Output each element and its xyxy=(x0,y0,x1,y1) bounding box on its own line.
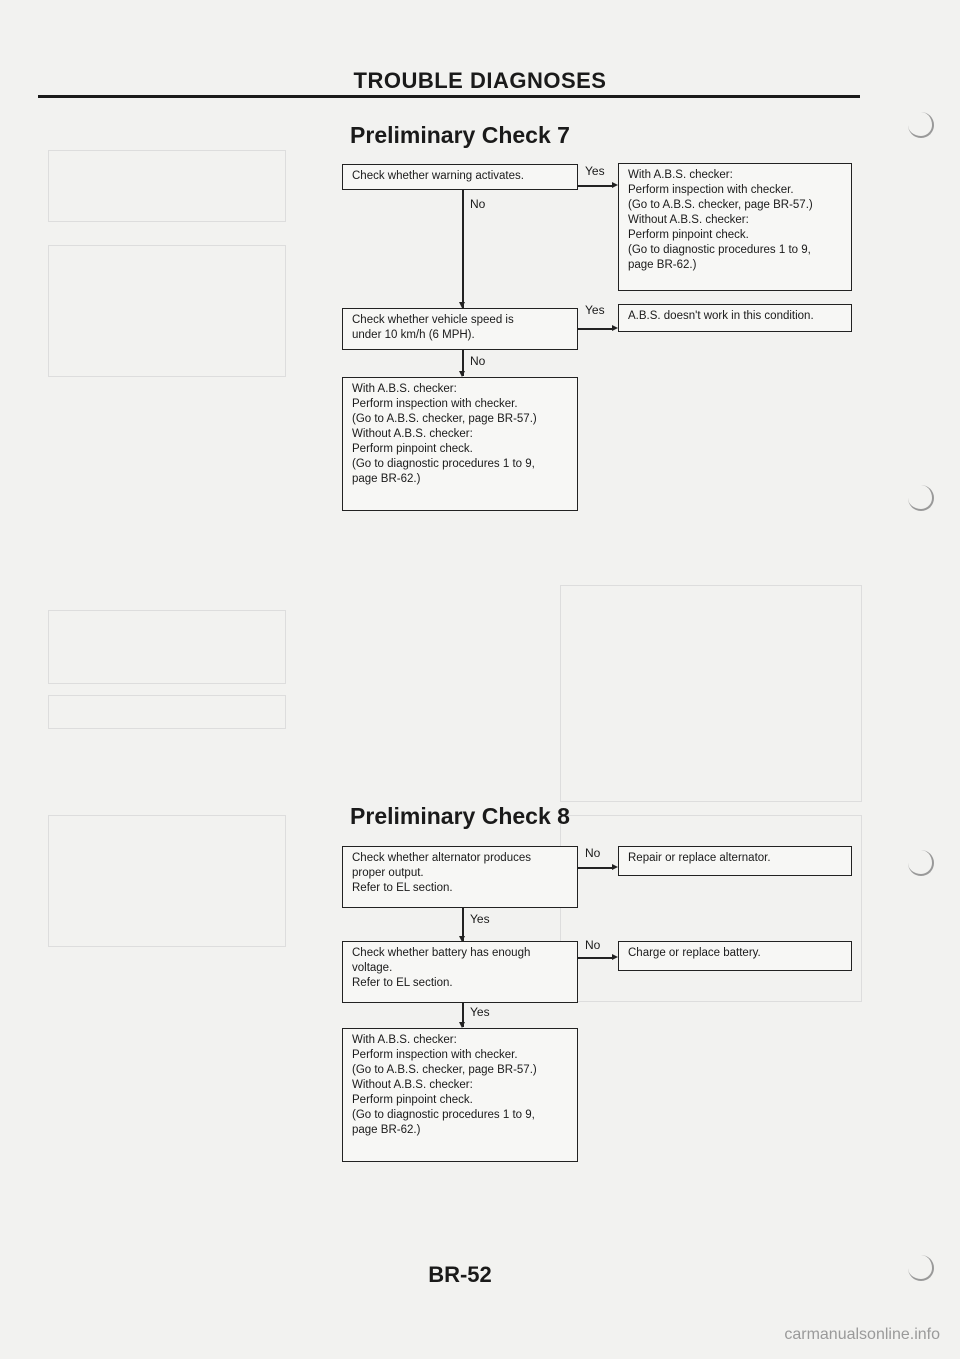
check8-step2-no-result: Charge or replace battery. xyxy=(618,941,852,971)
check8-step2-no-label: No xyxy=(585,938,601,952)
bleed-through-box xyxy=(48,150,286,222)
check7-step1-yes-label: Yes xyxy=(585,164,605,178)
check8-title: Preliminary Check 8 xyxy=(350,803,570,829)
check7-step2-box: Check whether vehicle speed is under 10 km/h (6 MPH). xyxy=(342,308,578,350)
connector-line xyxy=(578,867,614,869)
check7-step1-yes-result: With A.B.S. checker: Perform inspection with checker. (Go to A.B.S. checker, page BR-57.) Without A.B.S. checker: Perform pinpoint check. (Go to diagnostic procedures 1 to 9, page BR-62.) xyxy=(618,163,852,291)
page-number: BR-52 xyxy=(428,1262,492,1287)
check8-step2-yes-result: With A.B.S. checker: Perform inspection with checker. (Go to A.B.S. checker, page BR-57.) Without A.B.S. checker: Perform pinpoint check. (Go to diagnostic procedures 1 to 9, page BR-62.) xyxy=(342,1028,578,1162)
check7-step1-box: Check whether warning activates. xyxy=(342,164,578,190)
connector-line xyxy=(578,957,614,959)
bleed-through-box xyxy=(48,245,286,377)
bleed-through-figure xyxy=(560,585,862,802)
check8-step1-no-result: Repair or replace alternator. xyxy=(618,846,852,876)
watermark: carmanualsonline.info xyxy=(784,1326,940,1343)
check7-step2-yes-result: A.B.S. doesn't work in this condition. xyxy=(618,304,852,332)
check8-step1-no-label: No xyxy=(585,846,601,860)
connector-line xyxy=(578,185,614,187)
check8-step1-yes-label: Yes xyxy=(470,912,490,926)
check7-step1-no-label: No xyxy=(470,197,486,211)
check8-step2-yes-label: Yes xyxy=(470,1005,490,1019)
page-header: TROUBLE DIAGNOSES xyxy=(353,68,607,93)
binder-hole-mark xyxy=(908,485,934,511)
check7-step2-no-label: No xyxy=(470,354,486,368)
connector-line xyxy=(578,328,614,330)
check7-title: Preliminary Check 7 xyxy=(350,122,570,148)
bleed-through-figure xyxy=(560,815,862,1002)
bleed-through-box xyxy=(48,815,286,947)
connector-line xyxy=(462,190,464,308)
binder-hole-mark xyxy=(908,850,934,876)
check8-step1-box: Check whether alternator produces proper output. Refer to EL section. xyxy=(342,846,578,908)
bleed-through-box xyxy=(48,610,286,684)
check7-step2-yes-label: Yes xyxy=(585,303,605,317)
check8-step2-box: Check whether battery has enough voltage. Refer to EL section. xyxy=(342,941,578,1003)
header-rule xyxy=(38,95,860,98)
check7-step2-no-result: With A.B.S. checker: Perform inspection with checker. (Go to A.B.S. checker, page BR-57.) Without A.B.S. checker: Perform pinpoint check. (Go to diagnostic procedures 1 to 9, page BR-62.) xyxy=(342,377,578,511)
bleed-through-box xyxy=(48,695,286,729)
